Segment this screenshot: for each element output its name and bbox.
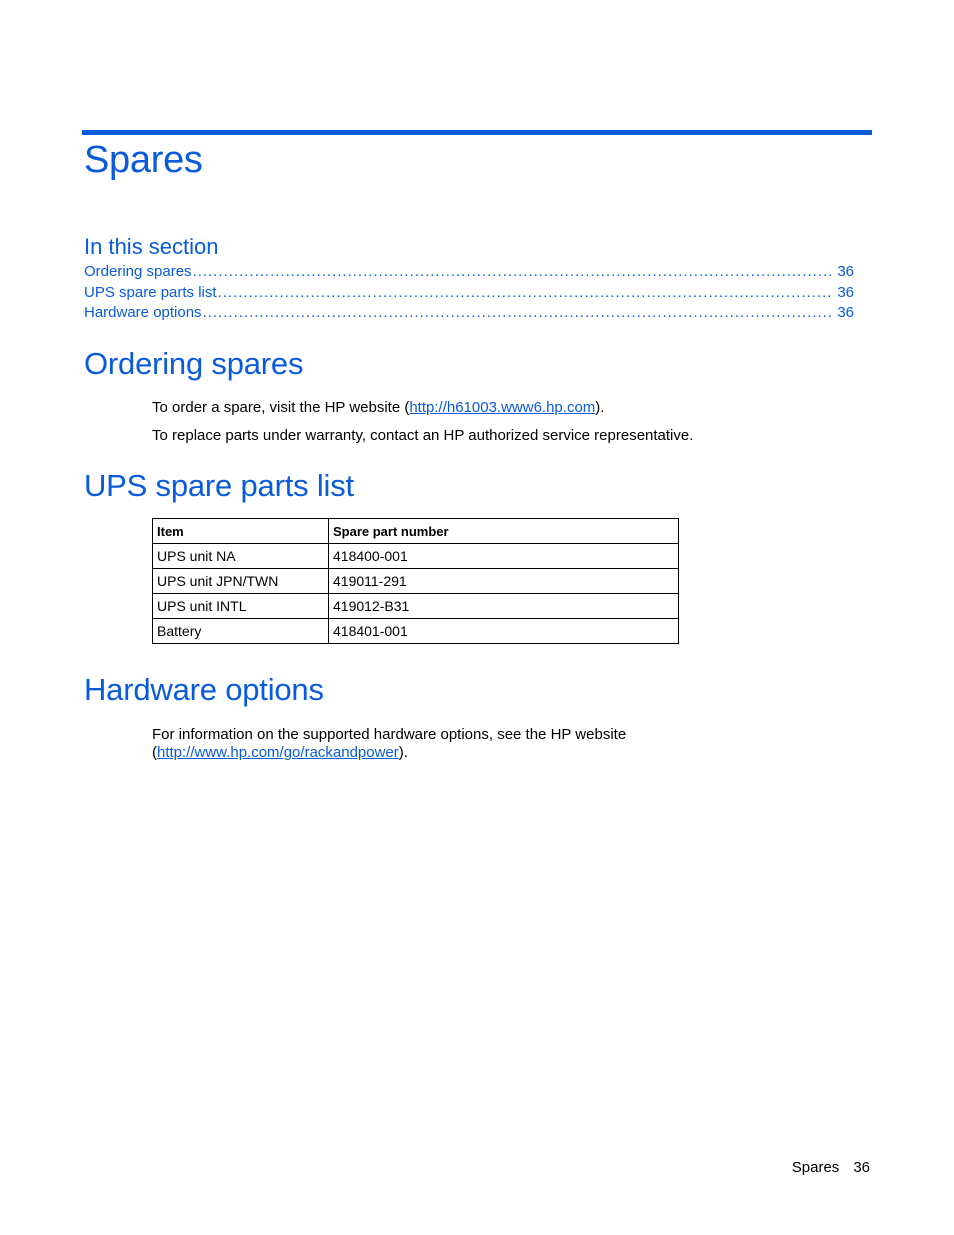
hardware-text-before: For information on the supported hardware options, see the HP website <box>152 726 627 743</box>
hardware-options-heading: Hardware options <box>84 672 324 707</box>
ordering-paragraph-2: To replace parts under warranty, contact an HP authorized service representative. <box>152 427 694 444</box>
part-number-cell: 418400-001 <box>329 544 679 569</box>
part-number-cell: 418401-001 <box>329 619 679 644</box>
toc-leader <box>193 263 835 280</box>
toc-leader <box>218 284 835 301</box>
toc-item-label: Ordering spares <box>84 263 192 280</box>
column-header-spare-part-number: Spare part number <box>329 519 679 544</box>
toc-heading: In this section <box>84 234 219 259</box>
table-row <box>153 594 679 619</box>
toc-item-label: UPS spare parts list <box>84 283 217 301</box>
ordering-text-before: To order a spare, visit the HP website ( <box>152 399 410 416</box>
table-header-row <box>153 519 679 544</box>
part-number-cell: 419011-291 <box>329 569 679 594</box>
ups-spare-parts-heading: UPS spare parts list <box>84 468 354 503</box>
toc-leader <box>203 304 835 321</box>
ordering-text-after: ). <box>595 399 605 416</box>
toc-list <box>84 263 854 325</box>
part-number-cell: 419012-B31 <box>329 594 679 619</box>
hardware-text-after: ). <box>398 744 408 761</box>
toc-item-ordering-spares[interactable] <box>84 263 854 284</box>
table-row <box>153 619 679 644</box>
column-header-item: Item <box>153 519 329 544</box>
table-row <box>153 544 679 569</box>
item-cell: UPS unit INTL <box>153 594 329 619</box>
rackandpower-link[interactable]: http://www.hp.com/go/rackandpower <box>157 744 399 761</box>
item-cell: UPS unit NA <box>153 544 329 569</box>
hp-spares-link[interactable]: http://h61003.www6.hp.com <box>409 399 596 416</box>
page-footer <box>792 1159 870 1176</box>
chapter-top-rule <box>82 130 872 135</box>
toc-item-page: 36 <box>837 263 854 280</box>
spare-parts-table <box>152 518 679 644</box>
toc-item-page: 36 <box>837 304 854 321</box>
footer-section-name: Spares <box>791 1159 840 1176</box>
toc-item-label: Hardware options <box>84 304 202 321</box>
ordering-spares-heading: Ordering spares <box>84 346 304 381</box>
toc-item-page: 36 <box>837 283 854 301</box>
toc-item-ups-spare-parts-list[interactable] <box>84 284 854 305</box>
ordering-paragraph-1 <box>152 399 604 417</box>
item-cell: UPS unit JPN/TWN <box>153 569 329 594</box>
toc-item-hardware-options[interactable] <box>84 304 854 325</box>
hardware-paren-open: ( <box>152 744 157 761</box>
table-row <box>153 569 679 594</box>
chapter-title: Spares <box>84 139 203 181</box>
hardware-paragraph <box>152 726 626 762</box>
item-cell: Battery <box>153 619 329 644</box>
footer-page-number: 36 <box>853 1159 870 1176</box>
